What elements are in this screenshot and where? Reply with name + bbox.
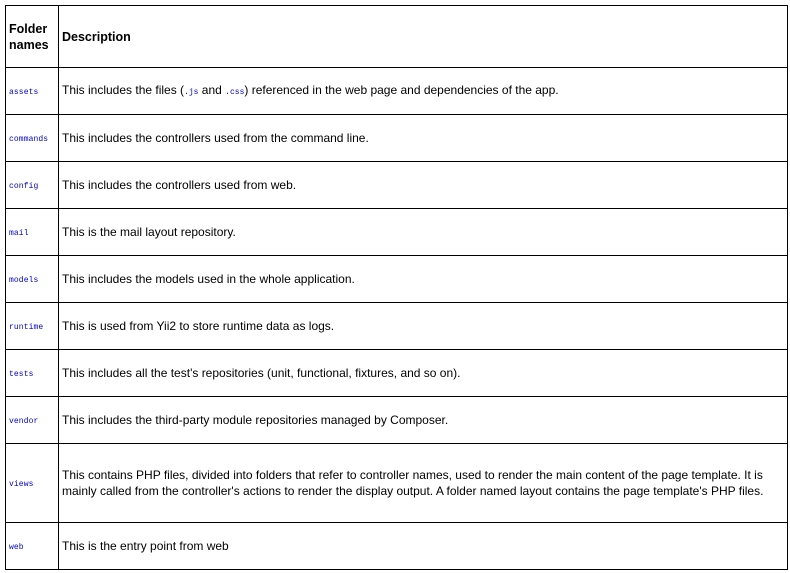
- description-cell: [59, 397, 788, 444]
- folder-name: assets: [9, 87, 39, 97]
- description-cell: [59, 350, 788, 397]
- description-cell: [59, 209, 788, 256]
- table-row: [6, 115, 788, 162]
- folder-name-cell: [6, 162, 59, 209]
- table-row: [6, 256, 788, 303]
- description-cell: [59, 115, 788, 162]
- folder-name-cell: [6, 115, 59, 162]
- description-code-css: .css: [225, 87, 245, 97]
- folder-name-cell: [6, 68, 59, 115]
- description-cell: [59, 68, 788, 115]
- description-text: This contains PHP files, divided into folders that refer to controller names, used to render the main content of the page template. It is mainly called from the controller's actions to render the display output. A folder named layout contains the page template's PHP files.: [62, 468, 764, 498]
- table-row: [6, 68, 788, 115]
- description-text: This is the entry point from web: [62, 539, 229, 553]
- folders-table: [5, 5, 788, 570]
- folder-name-cell: [6, 397, 59, 444]
- folder-name-cell: [6, 209, 59, 256]
- folder-name: config: [9, 181, 39, 191]
- folder-name-cell: [6, 350, 59, 397]
- folder-name-cell: [6, 444, 59, 523]
- description-code-js: .js: [184, 87, 199, 97]
- description-text: This includes the third-party module repositories managed by Composer.: [62, 413, 449, 427]
- description-cell: [59, 444, 788, 523]
- table-row: [6, 523, 788, 570]
- table-row: [6, 444, 788, 523]
- table-row: [6, 397, 788, 444]
- folder-name: vendor: [9, 416, 39, 426]
- table-row: [6, 350, 788, 397]
- folder-name: web: [9, 542, 24, 552]
- folder-name: views: [9, 479, 34, 489]
- folder-name: commands: [9, 134, 49, 144]
- description-cell: [59, 162, 788, 209]
- description-text: This is the mail layout repository.: [62, 225, 236, 239]
- folder-name-cell: [6, 256, 59, 303]
- header-folder-names: [6, 6, 59, 68]
- description-text: This includes all the test's repositories (unit, functional, fixtures, and so on).: [62, 366, 461, 380]
- table-header-row: [6, 6, 788, 68]
- description-cell: [59, 303, 788, 350]
- description-text-c: and: [198, 82, 226, 97]
- table-row: [6, 162, 788, 209]
- folder-name: mail: [9, 228, 29, 238]
- description-text: This includes the models used in the whole application.: [62, 272, 355, 286]
- description-text: This is used from Yii2 to store runtime data as logs.: [62, 319, 335, 333]
- description-cell: [59, 523, 788, 570]
- description-text: This includes the controllers used from the command line.: [62, 131, 369, 145]
- folder-name: models: [9, 275, 39, 285]
- header-folder-names-label: Folder names: [9, 21, 49, 52]
- folder-name: tests: [9, 369, 34, 379]
- header-description-label: Description: [62, 29, 131, 44]
- table-row: [6, 209, 788, 256]
- table-row: [6, 303, 788, 350]
- folder-name-cell: [6, 303, 59, 350]
- header-description: [59, 6, 788, 68]
- description-text: This includes the controllers used from web.: [62, 178, 297, 192]
- folder-name-cell: [6, 523, 59, 570]
- description-text-e: ) referenced in the web page and dependencies of the app.: [244, 82, 559, 97]
- folder-name: runtime: [9, 322, 44, 332]
- description-cell: [59, 256, 788, 303]
- description-text-a: This includes the files (: [62, 82, 185, 97]
